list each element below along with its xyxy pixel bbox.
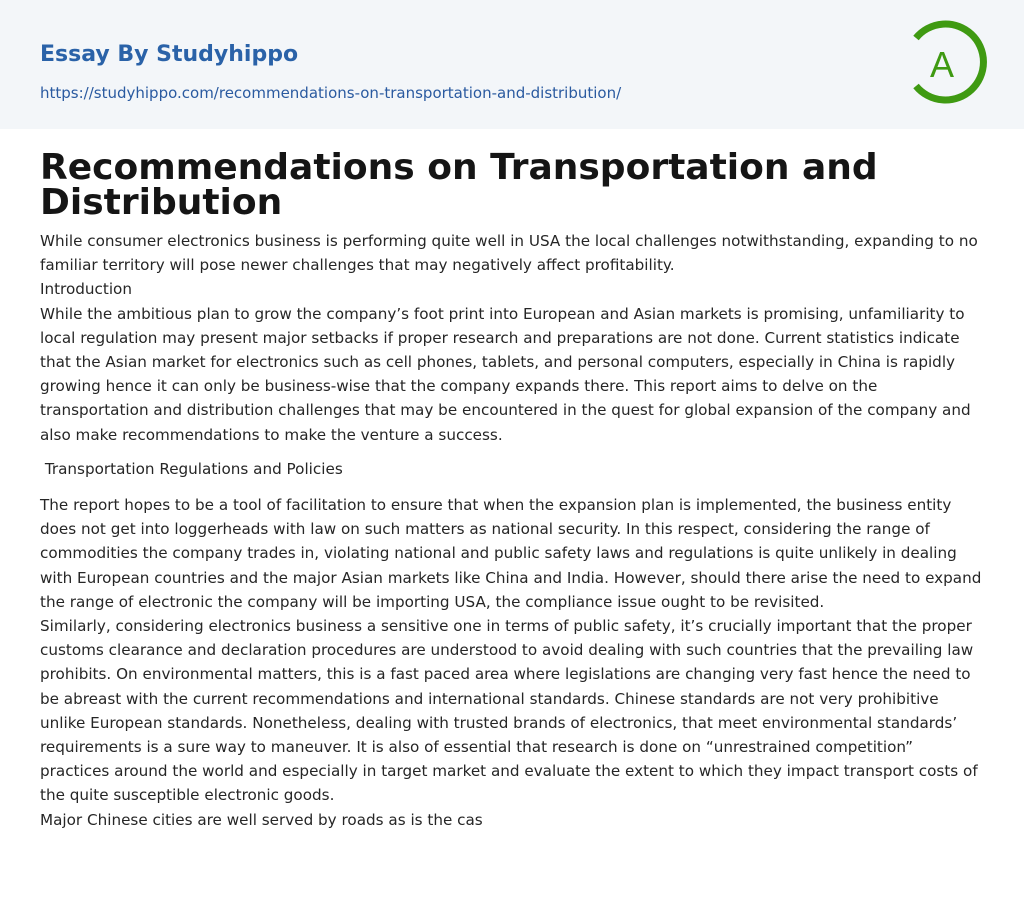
studyhippo-logo-icon[interactable] (906, 18, 990, 106)
body-paragraph: The report hopes to be a tool of facilitation to ensure that when the expansion plan is implemented, the business entity does not get into loggerheads with law on such matters as national security. In this respect, considering the range of commodities the company trades in, violating national and public safety laws and regulations is quite unlikely in dealing with European countries and the major Asian markets like China and India. However, should there arise the need to expand the range of electronic the company will be importing USA, the compliance issue ought to be revisited. (40, 496, 982, 611)
essay-url-link[interactable]: https://studyhippo.com/recommendations-on-transportation-and-distribution/ (40, 84, 622, 102)
body-paragraph: Similarly, considering electronics business a sensitive one in terms of public safety, it’s crucially important that the proper customs clearance and declaration procedures are understood to avoid dealing with such countries that the prevailing law prohibits. On environmental matters, this is a fast paced area where legislations are changing very fast hence the need to be abreast with the current recommendations and international standards. Chinese standards are not very prohibitive unlike European standards. Nonetheless, dealing with trusted brands of electronics, that meet environmental standards’ requirements is a sure way to maneuver. It is also of essential that research is done on “unrestrained competition” practices around the world and especially in target market and evaluate the extent to which they impact transport costs of the quite susceptible electronic goods. (40, 617, 978, 805)
article (0, 147, 1024, 832)
article-title: Recommendations on Transportation and Distribution (40, 147, 878, 223)
body-paragraph: Major Chinese cities are well served by roads as is the cas (40, 810, 483, 829)
logo-letter: A (929, 44, 955, 85)
introduction-paragraph: While the ambitious plan to grow the company’s foot print into European and Asian markets is promising, unfamiliarity to local regulation may present major setbacks if proper research and preparations are not done. Current statistics indicate that the Asian market for electronics such as cell phones, tablets, and personal computers, especially in China is rapidly growing hence it can only be business-wise that the company expands there. This report aims to delve on the transportation and distribution challenges that may be encountered in the quest for global expansion of the company and also make recommendations to make the venture a success. (40, 304, 971, 444)
site-header (0, 0, 1024, 129)
intro-paragraph: While consumer electronics business is performing quite well in USA the local challenges notwithstanding, expanding to no familiar territory will pose newer challenges that may negatively affect profitability. (40, 232, 978, 275)
section-heading-regulations (40, 457, 984, 481)
section-heading-introduction: Introduction (40, 280, 132, 299)
subheading-text: Transportation Regulations and Policies (44, 459, 343, 478)
brand-title: Essay By Studyhippo (40, 42, 299, 67)
